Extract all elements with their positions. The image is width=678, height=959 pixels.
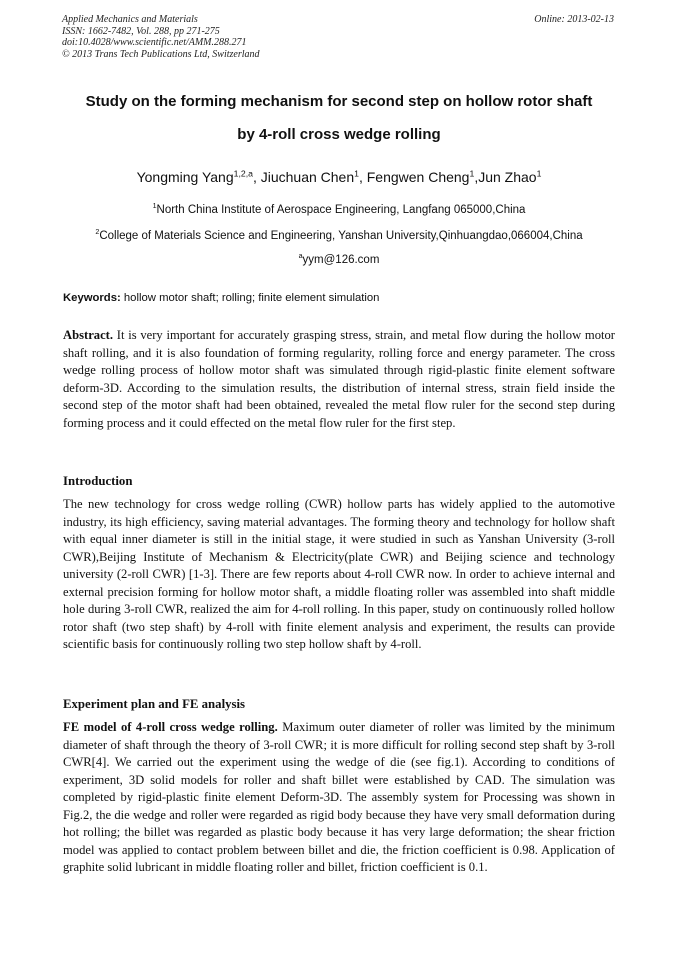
keywords-label: Keywords: — [63, 292, 121, 304]
publication-info — [62, 14, 614, 60]
author-affiliation-sup: 1 — [469, 168, 475, 179]
fe-model-text: Maximum outer diameter of roller was limited by the minimum diameter of shaft through the theory of 3-roll CWR; it is more difficult for rolling second step shaft by 3-roll CWR[4]. We carried out the experiment using the wedge of die (see fig.1). According to conditions of experiment, 3D solid models for roller and shaft billet were established by CAD. The simulation was completed by rigid-plastic finite element Deform-3D. The assembly system for Processing was shown in Fig.2, the die wedge and roller were regarded as rigid body because they have very small deformation during hot rolling; the billet was regarded as plastic body because it has very large deformation; the shear friction model was applied to contact problem between billet and die, the friction coefficient is 0.98. Application of graphite solid lubricant in middle floating roller and billet, friction coefficient is 0.1. — [63, 720, 616, 874]
email-sup: a — [298, 252, 303, 261]
issn-line: ISSN: 1662-7482, Vol. 288, pp 271-275 — [62, 25, 220, 37]
fe-model-paragraph — [63, 719, 615, 877]
copyright-line: © 2013 Trans Tech Publications Ltd, Switzerland — [62, 48, 260, 60]
author-list — [30, 168, 648, 186]
author-separator: , — [474, 169, 479, 185]
affiliation-2-sup: 2 — [95, 228, 100, 237]
affiliation-1-sup: 1 — [152, 202, 157, 211]
journal-header — [62, 14, 614, 60]
author-separator: , — [358, 169, 367, 185]
author-name: Yongming Yang — [136, 169, 234, 185]
author-affiliation-sup: 1,2,a — [233, 168, 253, 179]
author-separator: , — [252, 169, 261, 185]
online-date: Online: 2013-02-13 — [534, 14, 614, 25]
introduction-paragraph: The new technology for cross wedge rolling (CWR) hollow parts has widely applied to the automotive industry, its high efficiency, saving material advantages. The forming theory and technology for hollow shaft with equal inner diameter is still in the initial stage, it were studied in such as Yanshan University (3-roll CWR),Beijing Institute of Mechanism & Electricity(plate CWR) and Beijing science and technology university (2-roll CWR) [1-3]. There are few reports about 4-roll CWR now. In order to achieve internal and external precision forming for hollow motor shaft, a middle floating roller was assembled into shaft middle hole during 3-roll CWR, realized the aim for 4-roll rolling. In this paper, study on continuously rolled hollow rotor shaft (two step shaft) by 4-roll with finite element analysis and experiment, the results can provide scientific basis for continuously rolling two step hollow shaft by 4-roll. — [63, 497, 615, 651]
keywords — [63, 291, 615, 305]
abstract-label: Abstract. — [63, 328, 114, 342]
affiliation-1 — [20, 203, 658, 217]
author-email — [20, 253, 658, 267]
paper-title-line-1: Study on the forming mechanism for second step on hollow rotor shaft — [85, 93, 593, 110]
affiliation-1-text: North China Institute of Aerospace Engineering, Langfang 065000,China — [156, 204, 526, 216]
keywords-text: hollow motor shaft; rolling; finite element simulation — [120, 292, 380, 304]
abstract-text: It is very important for accurately grasping stress, strain, and metal flow during the hollow motor shaft rolling, and it is also foundation of forming regularity, rolling force and energy parameter. The cross wedge rolling process of hollow motor shaft was simulated through rigid-plastic finite element software deform-3D. According to the simulation results, the distribution of internal stress, strain field inside the second step of the motor shaft had been obtained, revealed the metal flow ruler for the second step during forming process and it could effected on the metal flow ruler for the first step. — [63, 328, 615, 430]
journal-name: Applied Mechanics and Materials — [62, 14, 198, 25]
experiment-heading: Experiment plan and FE analysis — [63, 697, 246, 711]
author-affiliation-sup: 1 — [536, 168, 542, 179]
fe-model-subheading: FE model of 4-roll cross wedge rolling. — [63, 720, 278, 734]
affiliation-2 — [20, 229, 658, 243]
abstract-paragraph — [63, 327, 615, 432]
author-affiliation-sup: 1 — [354, 168, 359, 179]
affiliation-2-text: College of Materials Science and Engineering, Yanshan University,Qinhuangdao,066004,China — [99, 230, 583, 242]
email-text: yym@126.com — [302, 254, 380, 266]
author-name: Jun Zhao — [478, 169, 537, 185]
paper-title-line-2: by 4-roll cross wedge rolling — [237, 126, 441, 143]
introduction-heading: Introduction — [63, 474, 133, 488]
doi-line: doi:10.4028/www.scientific.net/AMM.288.271 — [62, 37, 247, 48]
author-name: Fengwen Cheng — [366, 169, 470, 185]
author-name: Jiuchuan Chen — [260, 169, 355, 185]
